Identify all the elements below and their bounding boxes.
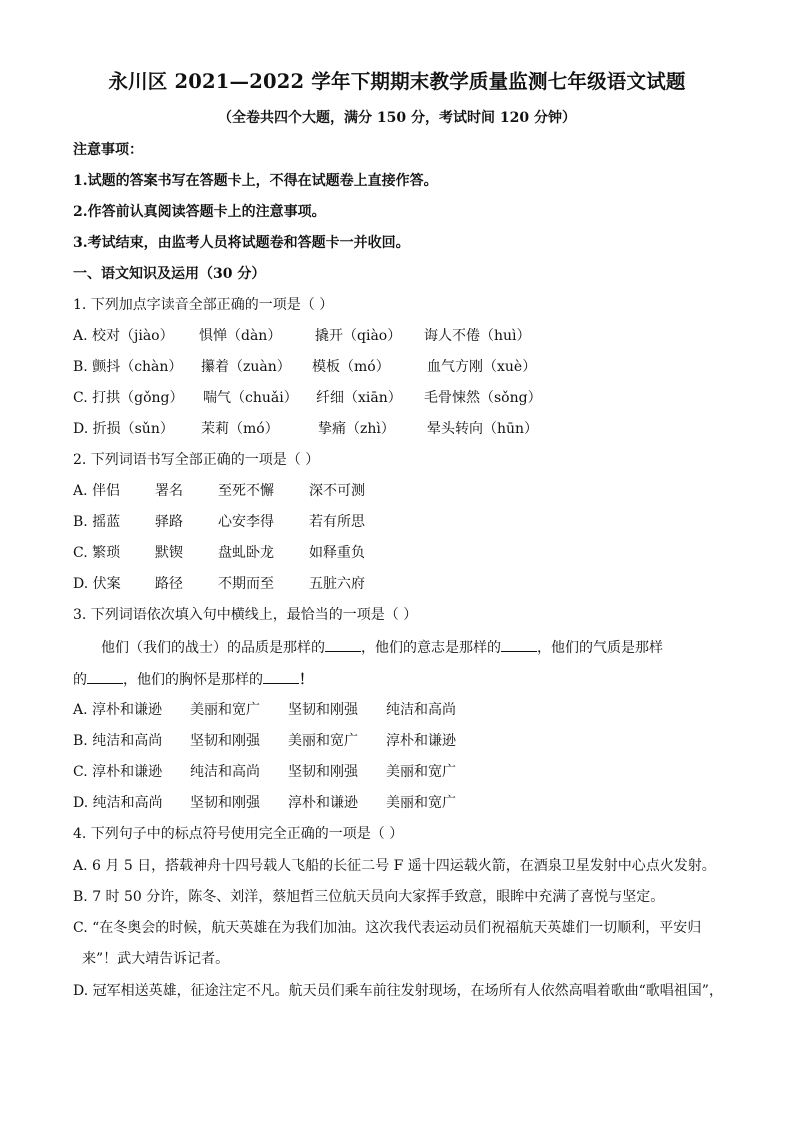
fill-blank [501, 637, 537, 652]
option-cell: B. 摇蓝 [73, 514, 121, 530]
question-stem: 2. 下列词语书写全部正确的一项是（ ） [73, 452, 320, 468]
option-row [73, 793, 733, 813]
option-cell: 美丽和宽广 [386, 795, 456, 811]
option-cell: 毛骨悚然（sǒng） [424, 390, 542, 406]
notice-item: 3.考试结束，由监考人员将试题卷和答题卡一并收回。 [73, 235, 410, 251]
option-cell: 晕头转向（hūn） [427, 421, 539, 437]
option-cell: 如释重负 [309, 545, 365, 561]
option-cell: D. 纯洁和高尚 [73, 795, 163, 811]
option-row [73, 326, 733, 346]
option-cell: 血气方刚（xuè） [427, 359, 537, 375]
option-cell: 深不可测 [309, 483, 365, 499]
option-cell: 撬开（qiào） [315, 328, 402, 344]
notice-heading: 注意事项： [73, 142, 143, 158]
option-cell: 模板（mó） [312, 359, 390, 375]
option-cell: D. 伏案 [73, 576, 121, 592]
option-cell: 盘虬卧龙 [218, 545, 274, 561]
option-cell: 路径 [155, 576, 183, 592]
option-cell: C. 繁琐 [73, 545, 121, 561]
option-cell: 淳朴和谦逊 [288, 795, 358, 811]
page-subtitle: （全卷共四个大题，满分 150 分，考试时间 120 分钟） [218, 110, 576, 126]
option-cell: 喘气（chuǎi） [203, 390, 298, 406]
option-cell: B. 纯洁和高尚 [73, 733, 163, 749]
option-cell: A. 伴侣 [73, 483, 121, 499]
option-row [73, 574, 733, 594]
option-cell: 坚韧和刚强 [288, 702, 358, 718]
option-row [73, 419, 733, 439]
option-cell: 淳朴和谦逊 [386, 733, 456, 749]
option-cell: 纯洁和高尚 [386, 702, 456, 718]
option-cell: 坚韧和刚强 [190, 733, 260, 749]
option-cell: 至死不懈 [218, 483, 274, 499]
option-text: A. 6 月 5 日，搭载神舟十四号载人飞船的长征二号 F 遥十四运载火箭，在酒泉卫星发射中心点火发射。 [73, 858, 716, 874]
option-cell: 诲人不倦（huì） [424, 328, 531, 344]
option-row [73, 731, 733, 751]
option-text: 来”！武大靖告诉记者。 [82, 951, 230, 967]
passage-text: 的 [73, 672, 87, 688]
section-heading: 一、语文知识及运用（30 分） [73, 266, 266, 282]
question-stem: 4. 下列句子中的标点符号使用完全正确的一项是（ ） [73, 826, 404, 842]
page-title: 永川区 2021—2022 学年下期期末教学质量监测七年级语文试题 [108, 70, 686, 93]
option-cell: C. 淳朴和谦逊 [73, 764, 163, 780]
option-cell: 美丽和宽广 [288, 733, 358, 749]
option-cell: 攥着（zuàn） [201, 359, 291, 375]
option-row [73, 543, 733, 563]
option-cell: 挚痛（zhì） [318, 421, 395, 437]
option-row [73, 357, 733, 377]
question-stem: 3. 下列词语依次填入句中横线上，最恰当的一项是（ ） [73, 607, 418, 623]
option-cell: 不期而至 [218, 576, 274, 592]
notice-item: 1.试题的答案书写在答题卡上，不得在试题卷上直接作答。 [73, 173, 438, 189]
option-cell: 茉莉（mó） [201, 421, 279, 437]
notice-item: 2.作答前认真阅读答题卡上的注意事项。 [73, 204, 326, 220]
option-row [73, 512, 733, 532]
fill-blank [263, 669, 299, 684]
option-cell: 坚韧和刚强 [190, 795, 260, 811]
option-cell: C. 打拱（gǒng） [73, 390, 184, 406]
option-row [73, 388, 733, 408]
option-text: B. 7 时 50 分许，陈冬、刘洋，蔡旭哲三位航天员向大家挥手致意，眼眸中充满了喜悦与坚定。 [73, 889, 665, 905]
option-cell: 默锲 [155, 545, 183, 561]
option-cell: 美丽和宽广 [386, 764, 456, 780]
fill-blank [87, 669, 123, 684]
option-cell: 纤细（xiān） [316, 390, 402, 406]
option-cell: D. 折损（sǔn） [73, 421, 174, 437]
option-cell: 惧惮（dàn） [199, 328, 282, 344]
option-cell: 坚韧和刚强 [288, 764, 358, 780]
option-cell: 驿路 [155, 514, 183, 530]
option-cell: 五脏六府 [309, 576, 365, 592]
option-row [73, 700, 733, 720]
option-cell: 心安李得 [218, 514, 274, 530]
passage-text: ！ [299, 672, 313, 688]
option-cell: 纯洁和高尚 [190, 764, 260, 780]
option-cell: 美丽和宽广 [190, 702, 260, 718]
option-cell: B. 颤抖（chàn） [73, 359, 183, 375]
option-cell: A. 淳朴和谦逊 [73, 702, 163, 718]
passage-text: ，他们的胸怀是那样的 [123, 672, 263, 688]
passage-line [101, 637, 663, 658]
passage-text: ，他们的意志是那样的 [361, 640, 501, 656]
question-stem: 1. 下列加点字读音全部正确的一项是（ ） [73, 297, 334, 313]
option-row [73, 762, 733, 782]
option-text: C. “在冬奥会的时候，航天英雄在为我们加油。这次我代表运动员们祝福航天英雄们一切顺利，平安归 [73, 920, 702, 936]
passage-text: ，他们的气质是那样 [537, 640, 663, 656]
option-cell: A. 校对（jiào） [73, 328, 174, 344]
option-text: D. 冠军相送英雄，征途注定不凡。航天员们乘车前往发射现场，在场所有人依然高唱着歌曲“歌唱祖国”， [73, 983, 723, 999]
option-cell: 若有所思 [309, 514, 365, 530]
option-cell: 署名 [155, 483, 183, 499]
passage-line [73, 669, 313, 690]
option-row [73, 481, 733, 501]
fill-blank [325, 637, 361, 652]
passage-text: 他们（我们的战士）的品质是那样的 [101, 640, 325, 656]
